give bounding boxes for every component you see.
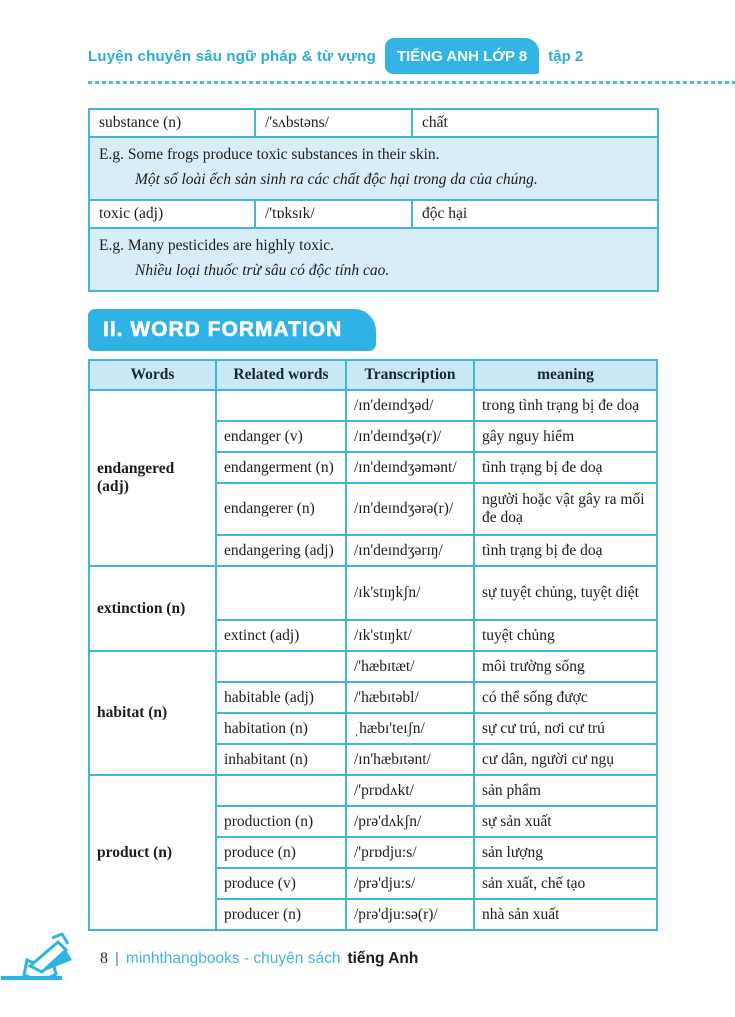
meaning-cell: sự cư trú, nơi cư trú [474,713,657,744]
meaning-cell: chất [412,109,658,137]
meaning-cell: tình trạng bị đe doạ [474,452,657,483]
volume-label: tập 2 [548,47,584,65]
table-row [89,109,658,137]
example-vietnamese: Nhiều loại thuốc trừ sâu có độc tính cao. [135,262,390,279]
transcription-cell: /ɪn'deɪndʒə(r)/ [346,421,474,452]
transcription-cell: /'prɒdʌkt/ [346,775,474,806]
related-cell: production (n) [216,806,346,837]
meaning-cell: trong tình trạng bị đe doạ [474,390,657,421]
related-cell: produce (n) [216,837,346,868]
transcription-cell: /ɪn'deɪndʒəd/ [346,390,474,421]
meaning-cell: sản xuất, chế tạo [474,868,657,899]
column-header-related-words: Related words [216,360,346,390]
related-cell [216,651,346,682]
page-footer [0,928,735,990]
related-cell: endanger (v) [216,421,346,452]
related-cell [216,566,346,620]
related-cell: endangerment (n) [216,452,346,483]
transcription-cell: /'hæbɪtəbl/ [346,682,474,713]
column-header-words: Words [89,360,216,390]
meaning-cell: cư dân, người cư ngụ [474,744,657,775]
footer-separator: | [115,950,119,967]
related-cell: endangering (adj) [216,535,346,566]
word-cell: endangered (adj) [89,390,216,566]
transcription-cell: /'tɒksɪk/ [255,200,412,228]
related-cell [216,390,346,421]
transcription-cell: /ɪn'deɪndʒərə(r)/ [346,483,474,535]
section-title-banner: II. WORD FORMATION [88,309,376,351]
table-header-row [89,360,657,390]
transcription-cell: /'hæbɪtæt/ [346,651,474,682]
transcription-cell: /prə'dju:s/ [346,868,474,899]
header-dotted-divider [88,81,735,84]
related-cell: inhabitant (n) [216,744,346,775]
column-header-meaning: meaning [474,360,657,390]
footer-text [100,950,418,968]
table-row [89,390,657,421]
meaning-cell: nhà sản xuất [474,899,657,930]
related-cell: extinct (adj) [216,620,346,651]
table-row [89,137,658,200]
related-cell: habitation (n) [216,713,346,744]
meaning-cell: có thể sống được [474,682,657,713]
transcription-cell: /prə'dju:sə(r)/ [346,899,474,930]
meaning-cell: tuyệt chủng [474,620,657,651]
writing-book-icon [0,930,92,988]
example-cell [89,137,658,200]
transcription-cell: /ɪk'stɪŋkt/ [346,620,474,651]
series-tagline: Luyện chuyên sâu ngữ pháp & từ vựng [88,47,376,65]
word-cell: habitat (n) [89,651,216,775]
word-cell: extinction (n) [89,566,216,651]
meaning-cell: sản phẩm [474,775,657,806]
publisher-brand-bold: tiếng Anh [347,950,419,967]
meaning-cell: tình trạng bị đe doạ [474,535,657,566]
table-row [89,651,657,682]
related-cell: habitable (adj) [216,682,346,713]
example-vietnamese: Một số loài ếch sản sinh ra các chất độc hại trong da của chúng. [135,171,538,188]
related-cell: endangerer (n) [216,483,346,535]
transcription-cell: /ɪn'deɪndʒəmənt/ [346,452,474,483]
related-cell [216,775,346,806]
table-row [89,775,657,806]
meaning-cell: môi trường sống [474,651,657,682]
word-formation-table [88,359,658,931]
column-header-transcription: Transcription [346,360,474,390]
page-number: 8 [100,950,108,967]
example-english: E.g. Some frogs produce toxic substances in their skin. [99,146,440,163]
word-cell: product (n) [89,775,216,930]
table-row [89,228,658,291]
transcription-cell: /'prɒdju:s/ [346,837,474,868]
meaning-cell: người hoặc vật gây ra mối đe doạ [474,483,657,535]
transcription-cell: /'sʌbstəns/ [255,109,412,137]
transcription-cell: ˌhæbɪ'teɪʃn/ [346,713,474,744]
related-cell: produce (v) [216,868,346,899]
transcription-cell: /prə'dʌkʃn/ [346,806,474,837]
publisher-brand: minhthangbooks - chuyên sách [125,950,341,967]
vocabulary-table [88,108,659,292]
related-cell: producer (n) [216,899,346,930]
transcription-cell: /ɪk'stɪŋkʃn/ [346,566,474,620]
table-row [89,200,658,228]
page-header [88,38,735,74]
meaning-cell: sản lượng [474,837,657,868]
word-cell: substance (n) [89,109,255,137]
meaning-cell: độc hại [412,200,658,228]
example-english: E.g. Many pesticides are highly toxic. [99,237,335,254]
meaning-cell: sự sản xuất [474,806,657,837]
meaning-cell: sự tuyệt chủng, tuyệt diệt [474,566,657,620]
word-cell: toxic (adj) [89,200,255,228]
example-cell [89,228,658,291]
meaning-cell: gây nguy hiểm [474,421,657,452]
table-row [89,566,657,620]
book-title-badge: TIẾNG ANH LỚP 8 [385,38,539,74]
transcription-cell: /ɪn'hæbɪtənt/ [346,744,474,775]
transcription-cell: /ɪn'deɪndʒərɪŋ/ [346,535,474,566]
